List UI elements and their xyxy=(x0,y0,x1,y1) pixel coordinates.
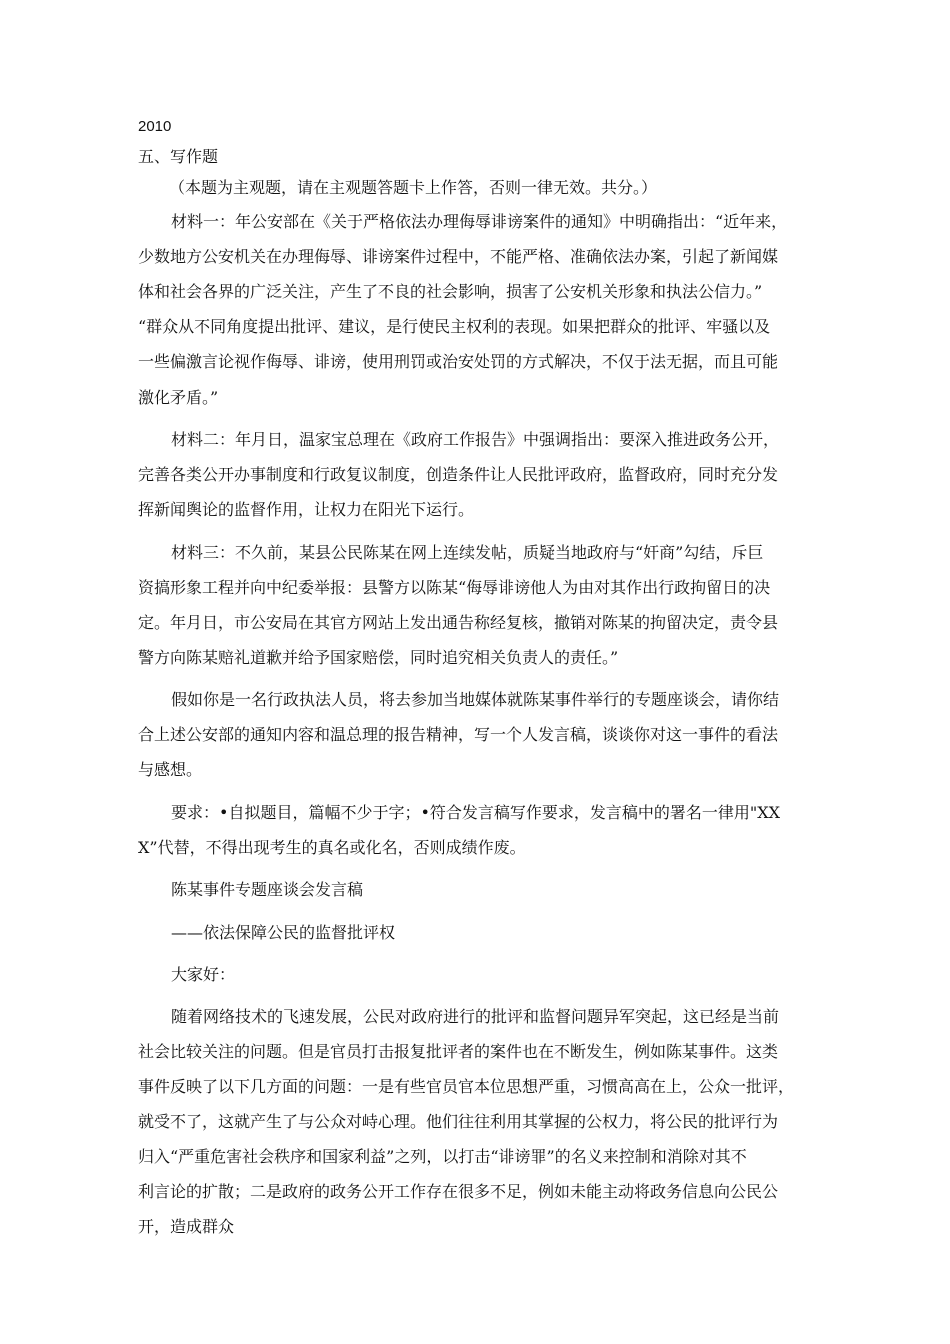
material-one-line-2: 少数地方公安机关在办理侮辱、诽谤案件过程中，不能严格、准确依法办案，引起了新闻媒 xyxy=(138,247,779,266)
speech-body-line-2: 社会比较关注的问题。但是官员打击报复批评者的案件也在不断发生，例如陈某事件。这类 xyxy=(138,1042,779,1061)
speech-greeting: 大家好： xyxy=(171,965,236,984)
material-one-line-4: “群众从不同角度提出批评、建议，是行使民主权利的表现。如果把群众的批评、牢骚以及 xyxy=(138,317,771,336)
material-two-line-1: 材料二：年月日，温家宝总理在《政府工作报告》中强调指出：要深入推进政务公开， xyxy=(171,430,780,449)
document-year: 2010 xyxy=(138,118,172,135)
material-one-line-6: 激化矛盾。” xyxy=(138,388,219,407)
speech-body-line-1: 随着网络技术的飞速发展，公民对政府进行的批评和监督问题异军突起，这已经是当前 xyxy=(171,1007,780,1026)
section-heading: 五、写作题 xyxy=(138,147,219,166)
speech-body-line-5: 归入“严重危害社会秩序和国家利益”之列，以打击“诽谤罪”的名义来控制和消除对其不 xyxy=(138,1147,747,1166)
speech-body-line-3: 事件反映了以下几方面的问题：一是有些官员官本位思想严重，习惯高高在上，公众一批评， xyxy=(138,1077,795,1096)
speech-subtitle: ——依法保障公民的监督批评权 xyxy=(171,923,396,942)
material-three-line-2: 资搞形象工程并向中纪委举报：县警方以陈某“侮辱诽谤他人为由对其作出行政拘留日的决 xyxy=(138,578,771,597)
speech-title: 陈某事件专题座谈会发言稿 xyxy=(171,880,364,899)
material-two-line-2: 完善各类公开办事制度和行政复议制度，创造条件让人民批评政府，监督政府，同时充分发 xyxy=(138,465,779,484)
instruction-note: （本题为主观题，请在主观题答题卡上作答，否则一律无效。共分。） xyxy=(169,178,658,197)
material-one-line-3: 体和社会各界的广泛关注，产生了不良的社会影响，损害了公安机关形象和执法公信力。” xyxy=(138,282,763,301)
speech-body-line-7: 开，造成群众 xyxy=(138,1217,235,1236)
material-three-line-3: 定。年月日，市公安局在其官方网站上发出通告称经复核，撤销对陈某的拘留决定，责令县 xyxy=(138,613,779,632)
material-one-line-1: 材料一：年公安部在《关于严格依法办理侮辱诽谤案件的通知》中明确指出：“近年来， xyxy=(171,212,788,231)
speech-body-line-6: 利言论的扩散；二是政府的政务公开工作存在很多不足，例如未能主动将政务信息向公民公 xyxy=(138,1182,779,1201)
speech-body-line-4: 就受不了，这就产生了与公众对峙心理。他们往往利用其掌握的公权力，将公民的批评行为 xyxy=(138,1112,779,1131)
material-three-line-4: 警方向陈某赔礼道歉并给予国家赔偿，同时追究相关负责人的责任。” xyxy=(138,648,619,667)
material-two-line-3: 挥新闻舆论的监督作用，让权力在阳光下运行。 xyxy=(138,500,475,519)
material-three-line-1: 材料三：不久前，某县公民陈某在网上连续发帖，质疑当地政府与“奸商”勾结，斥巨 xyxy=(171,543,764,562)
prompt-line-1: 假如你是一名行政执法人员，将去参加当地媒体就陈某事件举行的专题座谈会，请你结 xyxy=(171,690,780,709)
requirement-line-1: 要求：•自拟题目，篇幅不少于字；•符合发言稿写作要求，发言稿中的署名一律用"XX xyxy=(171,803,781,822)
requirement-line-2: X”代替，不得出现考生的真名或化名，否则成绩作废。 xyxy=(138,838,526,857)
prompt-line-3: 与感想。 xyxy=(138,760,203,779)
material-one-line-5: 一些偏激言论视作侮辱、诽谤，使用刑罚或治安处罚的方式解决，不仅于法无据，而且可能 xyxy=(138,352,779,371)
prompt-line-2: 合上述公安部的通知内容和温总理的报告精神，写一个人发言稿，谈谈你对这一事件的看法 xyxy=(138,725,779,744)
